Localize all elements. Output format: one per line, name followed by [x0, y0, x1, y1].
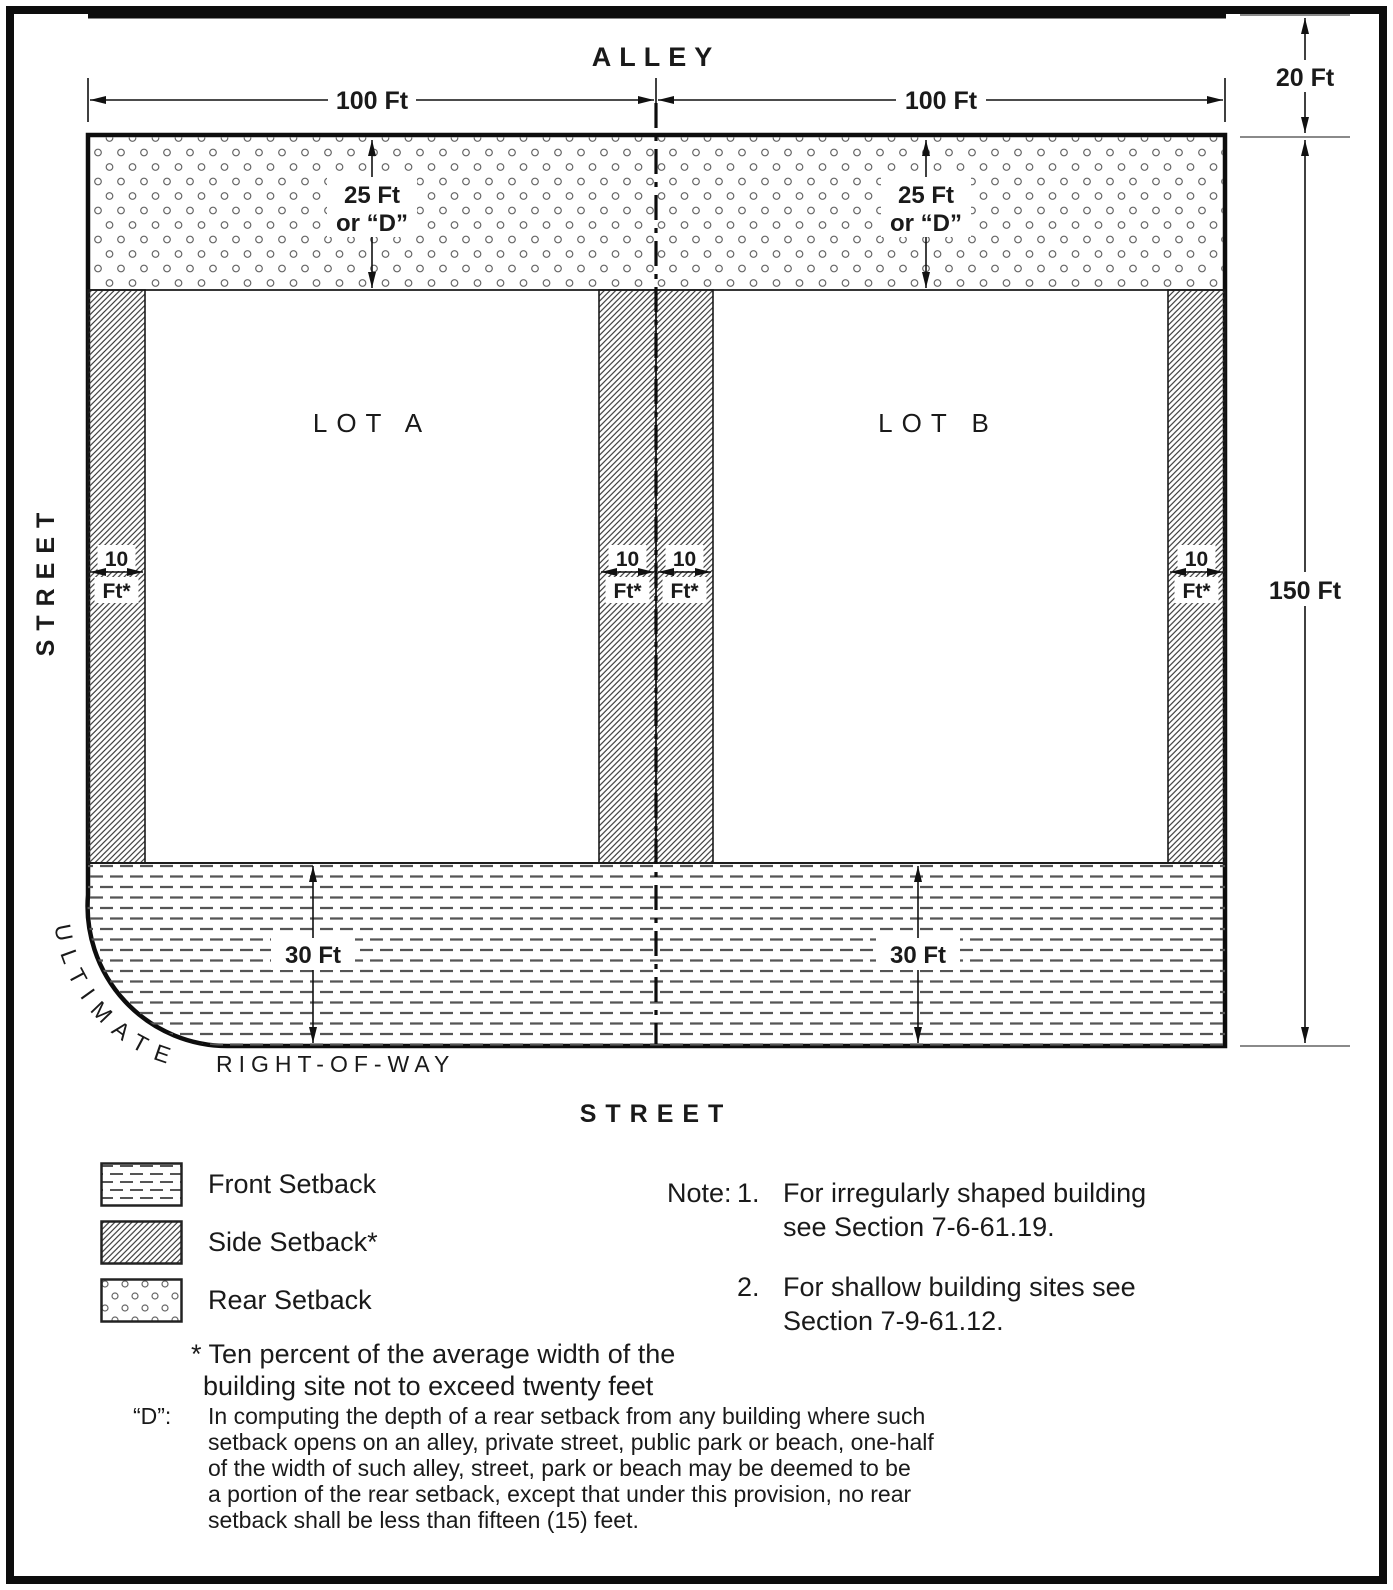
svg-text:25 Ft: 25 Ft: [897, 182, 955, 209]
lot-b-label: LOT B: [878, 408, 998, 438]
svg-text:10: 10: [1184, 548, 1209, 571]
note-number: 1.: [737, 1178, 760, 1208]
legend-label: Rear Setback: [208, 1285, 372, 1315]
lot-depth-dimension: [1263, 140, 1347, 1043]
alley-depth-dimension: [1268, 18, 1342, 133]
svg-text:30 Ft: 30 Ft: [284, 942, 342, 969]
alley-label: ALLEY: [591, 42, 721, 72]
note-text-line: see Section 7-6-61.19.: [783, 1212, 1055, 1242]
d-text-line: a portion of the rear setback, except that under this provision, no rear: [208, 1481, 912, 1507]
d-text-line: In computing the depth of a rear setback from any building where such: [208, 1403, 926, 1429]
notes: [667, 1176, 1146, 1338]
d-text: [208, 1403, 934, 1533]
note-item-1: [667, 1176, 1146, 1244]
legend-item-front-setback: [100, 1162, 378, 1207]
note-number: 2.: [737, 1272, 760, 1302]
side-setback-swatch: [100, 1220, 183, 1265]
svg-text:Ft*: Ft*: [102, 580, 131, 603]
rear-setback-swatch: [100, 1278, 183, 1323]
svg-text:150 Ft: 150 Ft: [1268, 577, 1342, 605]
dimension-extension-lines: [1240, 15, 1350, 1046]
footnote-line: building site not to exceed twenty feet: [203, 1371, 654, 1401]
lot-b-width-label: 100 Ft: [904, 87, 978, 115]
svg-text:10: 10: [672, 548, 697, 571]
svg-text:or “D”: or “D”: [890, 210, 962, 237]
legend-label: Side Setback*: [208, 1227, 378, 1257]
footnote-line: * Ten percent of the average width of the: [191, 1339, 676, 1369]
d-text-line: of the width of such alley, street, park or beach may be deemed to be: [208, 1455, 911, 1481]
front-setback-swatch: [100, 1162, 183, 1207]
svg-text:Ft*: Ft*: [1182, 580, 1211, 603]
note-text-line: For irregularly shaped building: [783, 1178, 1147, 1208]
svg-text:30 Ft: 30 Ft: [889, 942, 947, 969]
ultimate-label: ULTIMATE: [49, 921, 185, 1073]
svg-text:or “D”: or “D”: [336, 210, 408, 237]
d-definition: [133, 1403, 934, 1533]
svg-text:10: 10: [104, 548, 129, 571]
note-text: [783, 1270, 1146, 1338]
svg-text:20 Ft: 20 Ft: [1275, 64, 1335, 92]
svg-text:10: 10: [615, 548, 640, 571]
svg-text:25 Ft: 25 Ft: [343, 182, 401, 209]
right-of-way-label: RIGHT-OF-WAY: [216, 1051, 456, 1077]
d-text-line: setback opens on an alley, private street, public park or beach, one-half: [208, 1429, 934, 1455]
street-bottom-label: STREET: [579, 1100, 733, 1128]
d-term: “D”:: [133, 1403, 172, 1429]
lot-a-width-label: 100 Ft: [335, 87, 409, 115]
legend-label: Front Setback: [208, 1169, 377, 1199]
street-left-label: STREET: [32, 503, 60, 657]
svg-text:Ft*: Ft*: [613, 580, 642, 603]
legend: [100, 1162, 378, 1336]
note-label-spacer: [667, 1270, 737, 1338]
note-text: [783, 1176, 1146, 1244]
legend-item-rear-setback: [100, 1278, 378, 1323]
note-item-2: [667, 1270, 1146, 1338]
legend-item-side-setback: [100, 1220, 378, 1265]
svg-text:Ft*: Ft*: [670, 580, 699, 603]
side-setback-footnote: [191, 1338, 675, 1402]
d-text-line: setback shall be less than fifteen (15) feet.: [208, 1507, 639, 1533]
note-label: Note:: [667, 1178, 732, 1208]
note-text-line: Section 7-9-61.12.: [783, 1306, 1004, 1336]
lot-a-label: LOT A: [312, 408, 432, 438]
note-text-line: For shallow building sites see: [783, 1272, 1136, 1302]
